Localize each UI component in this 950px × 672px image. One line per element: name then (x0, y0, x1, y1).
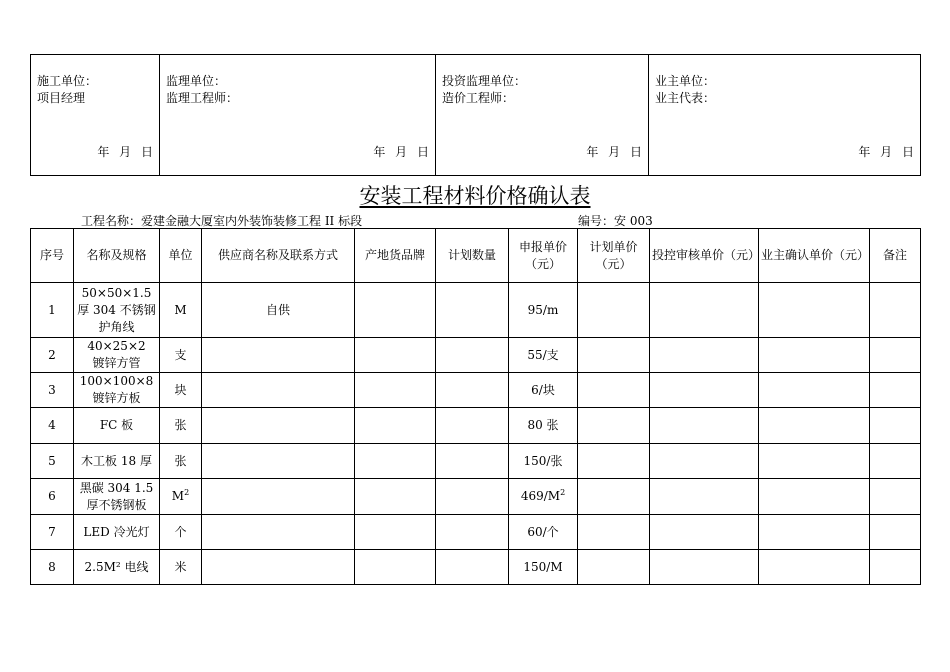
table-row (31, 283, 921, 338)
signature-cell-investment-supervisor (436, 55, 649, 176)
item-declared-price-superscript: 2 (560, 488, 566, 497)
item-unit (160, 283, 202, 338)
item-planned-price (578, 408, 650, 444)
item-audit-price (650, 515, 759, 550)
item-declared-price (509, 479, 578, 515)
item-supplier (202, 408, 355, 444)
item-name-text: 50×50×1.5厚 304 不锈钢护角线 (77, 285, 156, 334)
row-number-text: 3 (48, 382, 56, 397)
item-declared-price-text: 150/M (523, 559, 563, 574)
item-name (74, 550, 160, 585)
item-name (74, 444, 160, 479)
item-name-text: 2.5M² 电线 (84, 559, 149, 574)
item-supplier (202, 283, 355, 338)
item-audit-price (650, 408, 759, 444)
item-planned-price (578, 283, 650, 338)
item-name (74, 479, 160, 515)
item-declared-price-text: 80 张 (527, 418, 559, 432)
item-planned-price (578, 444, 650, 479)
item-name-text: 40×25×2 镀锌方管 (87, 339, 158, 370)
project-name: 工程名称：爱建金融大厦室内外装饰装修工程 II 标段 (81, 214, 363, 228)
item-remark (870, 338, 921, 373)
item-quantity (436, 550, 509, 585)
item-declared-price-text: 150/张 (523, 453, 563, 468)
column-header: 备注 (870, 229, 921, 283)
signature-date: 年 月 日 (586, 145, 642, 159)
item-planned-price (578, 373, 650, 408)
signature-person-label: 项目经理 (37, 91, 86, 105)
item-brand (355, 373, 436, 408)
table-row (31, 479, 921, 515)
item-name-text: FC 板 (99, 418, 134, 432)
column-header: 投控审核单价（元） (650, 229, 759, 283)
item-unit (160, 408, 202, 444)
item-owner-price (759, 283, 870, 338)
item-planned-price (578, 479, 650, 515)
item-brand (355, 408, 436, 444)
item-owner-price (759, 373, 870, 408)
item-name (74, 338, 160, 373)
row-number (31, 444, 74, 479)
column-header: 产地货品牌 (355, 229, 436, 283)
signature-unit-label: 监理单位： (166, 74, 227, 88)
signature-unit-label: 投资监理单位： (442, 74, 527, 88)
row-number-text: 4 (48, 418, 56, 432)
item-unit-text: 个 (174, 524, 187, 539)
item-name-text: 100×100×8镀锌方板 (79, 374, 154, 405)
item-declared-price-text: 60/个 (527, 524, 559, 539)
item-unit-text: 张 (174, 418, 187, 432)
item-planned-price (578, 515, 650, 550)
item-quantity (436, 515, 509, 550)
item-unit-text: M (171, 489, 185, 503)
item-remark (870, 515, 921, 550)
item-audit-price (650, 550, 759, 585)
item-quantity (436, 283, 509, 338)
item-owner-price (759, 444, 870, 479)
column-header: 名称及规格 (74, 229, 160, 283)
row-number (31, 373, 74, 408)
item-remark (870, 373, 921, 408)
document-number: 编号：安 003 (578, 214, 653, 228)
item-brand (355, 338, 436, 373)
signature-table (30, 54, 921, 176)
item-quantity (436, 338, 509, 373)
table-row (31, 444, 921, 479)
item-unit-superscript: 2 (184, 488, 190, 497)
item-declared-price (509, 338, 578, 373)
item-declared-price (509, 408, 578, 444)
item-name-text: LED 冷光灯 (83, 524, 150, 539)
row-number-text: 2 (48, 347, 56, 362)
row-number-text: 1 (48, 302, 56, 317)
item-name (74, 283, 160, 338)
item-owner-price (759, 338, 870, 373)
table-header-row (31, 229, 921, 283)
row-number (31, 283, 74, 338)
column-header: 供应商名称及联系方式 (202, 229, 355, 283)
row-number (31, 515, 74, 550)
row-number-text: 7 (48, 524, 56, 539)
signature-cell-contractor (31, 55, 160, 176)
table-row (31, 373, 921, 408)
signature-date: 年 月 日 (858, 145, 914, 159)
item-planned-price (578, 550, 650, 585)
item-unit-text: 米 (174, 559, 187, 574)
item-remark (870, 550, 921, 585)
item-remark (870, 283, 921, 338)
item-quantity (436, 444, 509, 479)
item-remark (870, 444, 921, 479)
item-owner-price (759, 515, 870, 550)
item-audit-price (650, 444, 759, 479)
item-owner-price (759, 550, 870, 585)
item-declared-price (509, 550, 578, 585)
item-supplier (202, 550, 355, 585)
item-remark (870, 479, 921, 515)
item-unit-text: 张 (174, 453, 187, 468)
signature-date: 年 月 日 (373, 145, 429, 159)
item-quantity (436, 479, 509, 515)
item-unit-text: M (174, 302, 187, 317)
item-quantity (436, 408, 509, 444)
item-unit-text: 支 (174, 347, 187, 362)
item-declared-price-text: 55/支 (527, 347, 559, 362)
row-number (31, 550, 74, 585)
item-supplier (202, 338, 355, 373)
item-owner-price (759, 408, 870, 444)
item-supplier (202, 515, 355, 550)
table-row (31, 408, 921, 444)
table-row (31, 515, 921, 550)
item-supplier (202, 444, 355, 479)
item-declared-price (509, 515, 578, 550)
signature-date: 年 月 日 (97, 145, 153, 159)
item-declared-price (509, 283, 578, 338)
item-declared-price (509, 373, 578, 408)
item-brand (355, 283, 436, 338)
item-unit (160, 373, 202, 408)
item-brand (355, 479, 436, 515)
column-header: 计划单价（元） (578, 229, 650, 283)
item-declared-price-text: 6/块 (531, 382, 555, 397)
signature-person-label: 造价工程师： (442, 91, 515, 105)
item-owner-price (759, 479, 870, 515)
signature-unit-label: 施工单位： (37, 74, 98, 88)
item-name-text: 黑碳 304 1.5厚不锈钢板 (79, 480, 154, 512)
row-number (31, 408, 74, 444)
item-audit-price (650, 338, 759, 373)
item-brand (355, 515, 436, 550)
column-header: 计划数量 (436, 229, 509, 283)
row-number-text: 6 (48, 489, 56, 503)
item-supplier (202, 479, 355, 515)
item-unit (160, 515, 202, 550)
item-quantity (436, 373, 509, 408)
item-supplier (202, 373, 355, 408)
row-number-text: 5 (48, 453, 56, 468)
item-declared-price (509, 444, 578, 479)
item-name (74, 373, 160, 408)
table-row (31, 338, 921, 373)
item-unit-text: 块 (174, 382, 187, 397)
item-remark (870, 408, 921, 444)
item-declared-price-text: 469/M (520, 489, 561, 503)
table-row (31, 550, 921, 585)
price-table (30, 228, 921, 585)
item-audit-price (650, 479, 759, 515)
item-name (74, 408, 160, 444)
item-name-text: 木工板 18 厚 (81, 453, 152, 468)
signature-cell-supervisor (160, 55, 436, 176)
page-title: 安装工程材料价格确认表 (359, 184, 591, 208)
item-supplier-text: 自供 (265, 302, 290, 317)
item-unit (160, 479, 202, 515)
item-declared-price-text: 95/m (527, 302, 559, 317)
signature-person-label: 业主代表： (655, 91, 716, 105)
column-header: 申报单价（元） (509, 229, 578, 283)
column-header: 单位 (160, 229, 202, 283)
row-number (31, 338, 74, 373)
signature-person-label: 监理工程师： (166, 91, 239, 105)
item-audit-price (650, 283, 759, 338)
column-header: 序号 (31, 229, 74, 283)
signature-unit-label: 业主单位： (655, 74, 716, 88)
item-brand (355, 550, 436, 585)
item-audit-price (650, 373, 759, 408)
item-unit (160, 338, 202, 373)
column-header: 业主确认单价（元） (759, 229, 870, 283)
signature-cell-owner (649, 55, 921, 176)
item-planned-price (578, 338, 650, 373)
item-brand (355, 444, 436, 479)
item-unit (160, 550, 202, 585)
item-name (74, 515, 160, 550)
item-unit (160, 444, 202, 479)
row-number (31, 479, 74, 515)
row-number-text: 8 (48, 559, 56, 574)
